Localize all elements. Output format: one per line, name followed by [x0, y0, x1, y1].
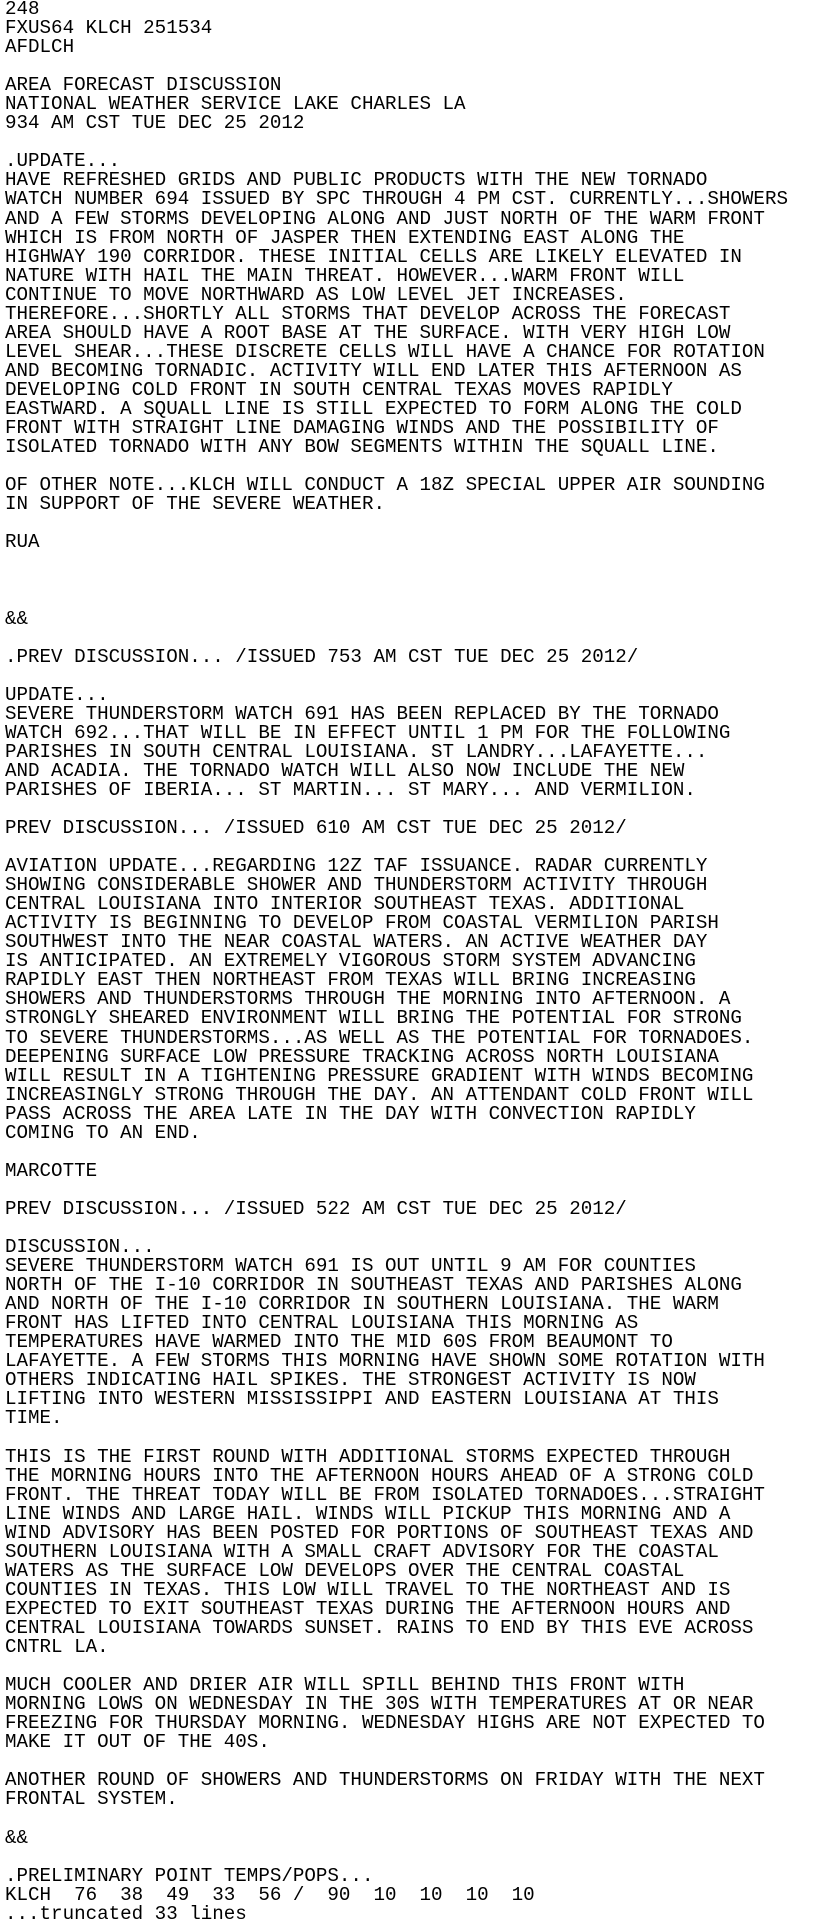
text-line: [5, 590, 825, 609]
text-line: [5, 514, 825, 533]
text-line: AND NORTH OF THE I-10 CORRIDOR IN SOUTHERN LOUISIANA. THE WARM: [5, 1293, 719, 1316]
text-line: FRONT. THE THREAT TODAY WILL BE FROM ISOLATED TORNADOES...STRAIGHT: [5, 1483, 765, 1506]
text-line: OF OTHER NOTE...KLCH WILL CONDUCT A 18Z SPECIAL UPPER AIR SOUNDING: [5, 474, 765, 497]
text-line: PASS ACROSS THE AREA LATE IN THE DAY WITH CONVECTION RAPIDLY: [5, 1102, 696, 1125]
text-line: NATIONAL WEATHER SERVICE LAKE CHARLES LA: [5, 93, 466, 116]
text-line: 248: [5, 0, 40, 20]
text-line: MAKE IT OUT OF THE 40S.: [5, 1731, 270, 1754]
text-line: ACTIVITY IS BEGINNING TO DEVELOP FROM COASTAL VERMILION PARISH: [5, 912, 719, 935]
text-line: STRONGLY SHEARED ENVIRONMENT WILL BRING THE POTENTIAL FOR STRONG: [5, 1007, 742, 1030]
text-line: CNTRL LA.: [5, 1636, 109, 1659]
text-line: NATURE WITH HAIL THE MAIN THREAT. HOWEVER...WARM FRONT WILL: [5, 264, 685, 287]
text-line: AND BECOMING TORNADIC. ACTIVITY WILL END LATER THIS AFTERNOON AS: [5, 359, 742, 382]
text-line: [5, 552, 825, 571]
text-line: [5, 1809, 825, 1828]
text-line: LAFAYETTE. A FEW STORMS THIS MORNING HAVE SHOWN SOME ROTATION WITH: [5, 1350, 765, 1373]
text-line: MARCOTTE: [5, 1159, 98, 1182]
text-line: .UPDATE...: [5, 150, 121, 173]
text-line: NORTH OF THE I-10 CORRIDOR IN SOUTHEAST TEXAS AND PARISHES ALONG: [5, 1274, 742, 1297]
text-line: AFDLCH: [5, 36, 75, 59]
text-line: INCREASINGLY STRONG THROUGH THE DAY. AN ATTENDANT COLD FRONT WILL: [5, 1083, 754, 1106]
text-line: [5, 1143, 825, 1162]
text-line: DISCUSSION...: [5, 1236, 155, 1259]
text-line: IN SUPPORT OF THE SEVERE WEATHER.: [5, 493, 385, 516]
text-line: 934 AM CST TUE DEC 25 2012: [5, 112, 305, 135]
text-line: HIGHWAY 190 CORRIDOR. THESE INITIAL CELLS ARE LIKELY ELEVATED IN: [5, 245, 742, 268]
text-line: THEREFORE...SHORTLY ALL STORMS THAT DEVELOP ACROSS THE FORECAST: [5, 302, 731, 325]
text-line: PARISHES OF IBERIA... ST MARTIN... ST MARY... AND VERMILION.: [5, 778, 696, 801]
text-line: FREEZING FOR THURSDAY MORNING. WEDNESDAY HIGHS ARE NOT EXPECTED TO: [5, 1712, 765, 1735]
text-line: PARISHES IN SOUTH CENTRAL LOUISIANA. ST LANDRY...LAFAYETTE...: [5, 740, 708, 763]
text-line: WILL RESULT IN A TIGHTENING PRESSURE GRADIENT WITH WINDS BECOMING: [5, 1064, 754, 1087]
text-line: [5, 571, 825, 590]
text-line: DEEPENING SURFACE LOW PRESSURE TRACKING ACROSS NORTH LOUISIANA: [5, 1045, 719, 1068]
text-line: ANOTHER ROUND OF SHOWERS AND THUNDERSTORMS ON FRIDAY WITH THE NEXT: [5, 1769, 765, 1792]
text-line: LEVEL SHEAR...THESE DISCRETE CELLS WILL HAVE A CHANCE FOR ROTATION: [5, 340, 765, 363]
text-line: FXUS64 KLCH 251534: [5, 17, 213, 40]
text-line: PREV DISCUSSION... /ISSUED 610 AM CST TUE DEC 25 2012/: [5, 817, 627, 840]
text-line: FRONTAL SYSTEM.: [5, 1788, 178, 1811]
text-line: CENTRAL LOUISIANA TOWARDS SUNSET. RAINS TO END BY THIS EVE ACROSS: [5, 1616, 754, 1639]
text-line: WATCH NUMBER 694 ISSUED BY SPC THROUGH 4 PM CST. CURRENTLY...SHOWERS: [5, 188, 788, 211]
text-line: TEMPERATURES HAVE WARMED INTO THE MID 60S FROM BEAUMONT TO: [5, 1331, 673, 1354]
text-line: AND ACADIA. THE TORNADO WATCH WILL ALSO NOW INCLUDE THE NEW: [5, 759, 685, 782]
text-line: SEVERE THUNDERSTORM WATCH 691 IS OUT UNTIL 9 AM FOR COUNTIES: [5, 1255, 696, 1278]
text-line: TO SEVERE THUNDERSTORMS...AS WELL AS THE POTENTIAL FOR TORNADOES.: [5, 1026, 754, 1049]
text-line: FRONT WITH STRAIGHT LINE DAMAGING WINDS AND THE POSSIBILITY OF: [5, 417, 719, 440]
text-line: DEVELOPING COLD FRONT IN SOUTH CENTRAL TEXAS MOVES RAPIDLY: [5, 378, 673, 401]
text-line: [5, 1429, 825, 1448]
text-line: THE MORNING HOURS INTO THE AFTERNOON HOURS AHEAD OF A STRONG COLD: [5, 1464, 754, 1487]
text-line: AREA SHOULD HAVE A ROOT BASE AT THE SURFACE. WITH VERY HIGH LOW: [5, 321, 731, 344]
text-line: RUA: [5, 531, 40, 554]
text-line: SHOWING CONSIDERABLE SHOWER AND THUNDERSTORM ACTIVITY THROUGH: [5, 874, 708, 897]
text-line: AVIATION UPDATE...REGARDING 12Z TAF ISSUANCE. RADAR CURRENTLY: [5, 855, 708, 878]
text-line: MORNING LOWS ON WEDNESDAY IN THE 30S WITH TEMPERATURES AT OR NEAR: [5, 1693, 754, 1716]
text-line: IS ANTICIPATED. AN EXTREMELY VIGOROUS STORM SYSTEM ADVANCING: [5, 950, 696, 973]
text-line: HAVE REFRESHED GRIDS AND PUBLIC PRODUCTS WITH THE NEW TORNADO: [5, 169, 708, 192]
text-line: AND A FEW STORMS DEVELOPING ALONG AND JUST NORTH OF THE WARM FRONT: [5, 207, 765, 230]
text-line: CONTINUE TO MOVE NORTHWARD AS LOW LEVEL JET INCREASES.: [5, 283, 627, 306]
text-line: &&: [5, 607, 29, 630]
text-line: [5, 667, 825, 686]
text-line: COMING TO AN END.: [5, 1121, 201, 1144]
text-line: THIS IS THE FIRST ROUND WITH ADDITIONAL STORMS EXPECTED THROUGH: [5, 1445, 731, 1468]
text-line: ...truncated 33 lines: [5, 1902, 247, 1925]
text-line: .PRELIMINARY POINT TEMPS/POPS...: [5, 1864, 374, 1887]
text-line: SHOWERS AND THUNDERSTORMS THROUGH THE MORNING INTO AFTERNOON. A: [5, 988, 731, 1011]
text-line: OTHERS INDICATING HAIL SPIKES. THE STRONGEST ACTIVITY IS NOW: [5, 1369, 696, 1392]
text-line: [5, 133, 825, 152]
text-line: LIFTING INTO WESTERN MISSISSIPPI AND EASTERN LOUISIANA AT THIS: [5, 1388, 719, 1411]
text-line: KLCH 76 38 49 33 56 / 90 10 10 10 10: [5, 1883, 535, 1906]
text-line: .PREV DISCUSSION... /ISSUED 753 AM CST TUE DEC 25 2012/: [5, 645, 639, 668]
text-line: [5, 629, 825, 648]
text-line: WHICH IS FROM NORTH OF JASPER THEN EXTENDING EAST ALONG THE: [5, 226, 685, 249]
text-line: UPDATE...: [5, 683, 109, 706]
text-line: WATCH 692...THAT WILL BE IN EFFECT UNTIL 1 PM FOR THE FOLLOWING: [5, 721, 731, 744]
text-line: EXPECTED TO EXIT SOUTHEAST TEXAS DURING THE AFTERNOON HOURS AND: [5, 1597, 731, 1620]
text-line: AREA FORECAST DISCUSSION: [5, 74, 282, 97]
text-line: SOUTHWEST INTO THE NEAR COASTAL WATERS. AN ACTIVE WEATHER DAY: [5, 931, 708, 954]
text-line: SEVERE THUNDERSTORM WATCH 691 HAS BEEN REPLACED BY THE TORNADO: [5, 702, 719, 725]
text-line: WIND ADVISORY HAS BEEN POSTED FOR PORTIONS OF SOUTHEAST TEXAS AND: [5, 1521, 754, 1544]
text-line: [5, 1848, 825, 1867]
text-line: FRONT HAS LIFTED INTO CENTRAL LOUISIANA THIS MORNING AS: [5, 1312, 639, 1335]
text-line: WATERS AS THE SURFACE LOW DEVELOPS OVER THE CENTRAL COASTAL: [5, 1559, 685, 1582]
text-line: MUCH COOLER AND DRIER AIR WILL SPILL BEHIND THIS FRONT WITH: [5, 1674, 685, 1697]
text-line: CENTRAL LOUISIANA INTO INTERIOR SOUTHEAST TEXAS. ADDITIONAL: [5, 893, 685, 916]
text-line: PREV DISCUSSION... /ISSUED 522 AM CST TUE DEC 25 2012/: [5, 1197, 627, 1220]
text-line: &&: [5, 1826, 29, 1849]
text-line: RAPIDLY EAST THEN NORTHEAST FROM TEXAS WILL BRING INCREASING: [5, 969, 696, 992]
text-line: TIME.: [5, 1407, 63, 1430]
text-line: LINE WINDS AND LARGE HAIL. WINDS WILL PICKUP THIS MORNING AND A: [5, 1502, 731, 1525]
text-line: SOUTHERN LOUISIANA WITH A SMALL CRAFT ADVISORY FOR THE COASTAL: [5, 1540, 719, 1563]
text-line: ISOLATED TORNADO WITH ANY BOW SEGMENTS WITHIN THE SQUALL LINE.: [5, 436, 719, 459]
text-line: COUNTIES IN TEXAS. THIS LOW WILL TRAVEL TO THE NORTHEAST AND IS: [5, 1578, 731, 1601]
text-line: EASTWARD. A SQUALL LINE IS STILL EXPECTED TO FORM ALONG THE COLD: [5, 397, 742, 420]
